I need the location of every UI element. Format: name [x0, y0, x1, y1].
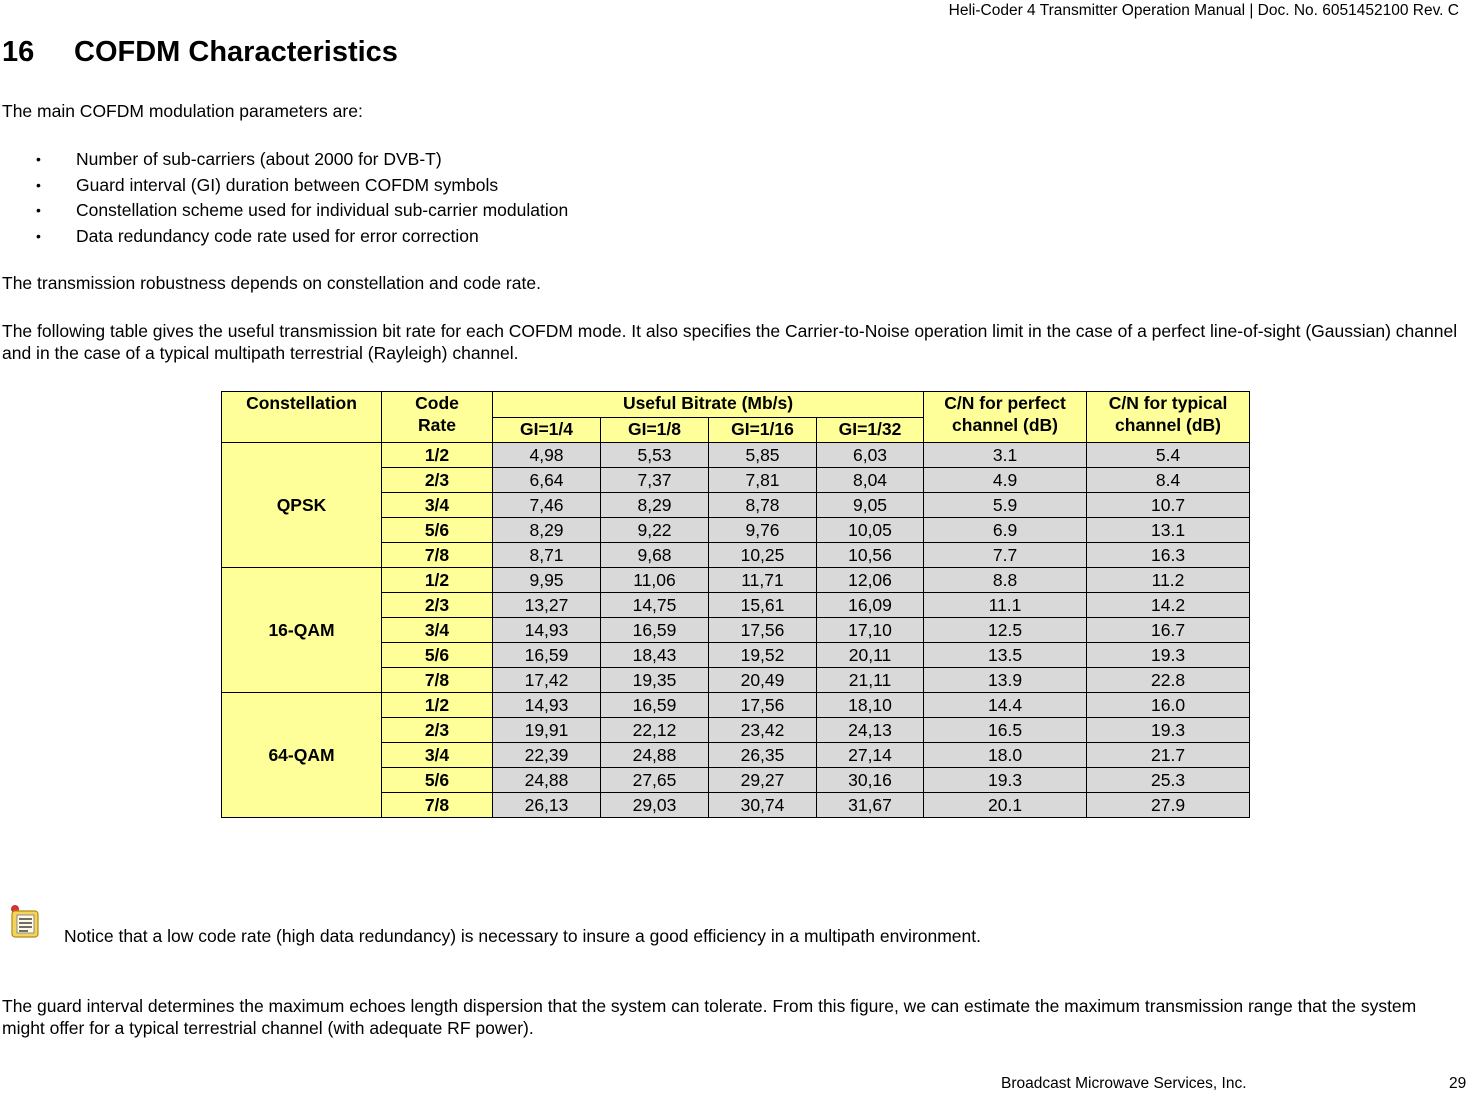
constellation-cell: QPSK: [222, 443, 382, 568]
bitrate-cell: 21,11: [817, 668, 924, 693]
bitrate-cell: 19,52: [709, 643, 817, 668]
bitrate-cell: 20,49: [709, 668, 817, 693]
bitrate-cell: 8,29: [601, 493, 709, 518]
bitrate-cell: 17,42: [493, 668, 601, 693]
code-rate-cell: 5/6: [382, 518, 493, 543]
bitrate-cell: 11,71: [709, 568, 817, 593]
header-cn-perfect: C/N for perfect channel (dB): [924, 392, 1087, 443]
cn-perfect-cell: 13.5: [924, 643, 1087, 668]
bitrate-cell: 14,93: [493, 618, 601, 643]
bitrate-cell: 16,59: [493, 643, 601, 668]
bitrate-cell: 6,03: [817, 443, 924, 468]
bitrate-cell: 17,56: [709, 693, 817, 718]
constellation-cell: 64-QAM: [222, 693, 382, 818]
cn-typical-cell: 8.4: [1087, 468, 1250, 493]
cn-typical-cell: 19.3: [1087, 718, 1250, 743]
bitrate-cell: 18,43: [601, 643, 709, 668]
bitrate-cell: 10,56: [817, 543, 924, 568]
bitrate-cell: 19,35: [601, 668, 709, 693]
bitrate-cell: 16,59: [601, 618, 709, 643]
page-number: 29: [1449, 1075, 1467, 1092]
bitrate-cell: 7,81: [709, 468, 817, 493]
cn-typical-cell: 14.2: [1087, 593, 1250, 618]
header-gi: GI=1/32: [817, 418, 924, 443]
bitrate-cell: 5,85: [709, 443, 817, 468]
bitrate-cell: 9,05: [817, 493, 924, 518]
cn-perfect-cell: 3.1: [924, 443, 1087, 468]
bitrate-cell: 26,13: [493, 793, 601, 818]
code-rate-cell: 5/6: [382, 768, 493, 793]
cn-perfect-cell: 4.9: [924, 468, 1087, 493]
section-title: COFDM Characteristics: [74, 36, 398, 68]
code-rate-cell: 5/6: [382, 643, 493, 668]
list-item: • Guard interval (GI) duration between COFDM symbols: [0, 173, 568, 199]
code-rate-cell: 2/3: [382, 468, 493, 493]
bitrate-cell: 9,95: [493, 568, 601, 593]
bitrate-cell: 29,03: [601, 793, 709, 818]
bitrate-cell: 27,65: [601, 768, 709, 793]
guard-interval-paragraph: The guard interval determines the maximum echoes length dispersion that the system can tolerate. From this figure, we can estimate the maximum transmission range that the system might offer for a typical terrestrial channel (with adequate RF power).: [2, 996, 1417, 1038]
code-rate-cell: 1/2: [382, 568, 493, 593]
code-rate-cell: 3/4: [382, 493, 493, 518]
header-useful-bitrate: Useful Bitrate (Mb/s): [493, 392, 924, 418]
bitrate-cell: 5,53: [601, 443, 709, 468]
cn-typical-cell: 22.8: [1087, 668, 1250, 693]
bitrate-cell: 24,88: [493, 768, 601, 793]
code-rate-cell: 3/4: [382, 618, 493, 643]
cn-typical-cell: 5.4: [1087, 443, 1250, 468]
cn-perfect-cell: 13.9: [924, 668, 1087, 693]
footer-company: Broadcast Microwave Services, Inc.: [1001, 1075, 1247, 1092]
code-rate-cell: 3/4: [382, 743, 493, 768]
bitrate-cell: 15,61: [709, 593, 817, 618]
cn-typical-cell: 25.3: [1087, 768, 1250, 793]
code-rate-cell: 2/3: [382, 593, 493, 618]
bullet-icon: •: [36, 176, 41, 193]
bitrate-cell: 8,04: [817, 468, 924, 493]
cn-perfect-cell: 8.8: [924, 568, 1087, 593]
bullet-icon: •: [36, 202, 41, 218]
header-cn-typical: C/N for typical channel (dB): [1087, 392, 1250, 443]
notice-text: Notice that a low code rate (high data redundancy) is necessary to insure a good efficiency in a multipath environment.: [64, 926, 981, 946]
bitrate-cell: 17,56: [709, 618, 817, 643]
code-rate-cell: 1/2: [382, 443, 493, 468]
bitrate-cell: 17,10: [817, 618, 924, 643]
bitrate-cell: 10,05: [817, 518, 924, 543]
cn-perfect-cell: 18.0: [924, 743, 1087, 768]
bitrate-cell: 24,88: [601, 743, 709, 768]
cn-typical-cell: 16.0: [1087, 693, 1250, 718]
bullet-icon: •: [36, 227, 41, 244]
header-code-rate: Code Rate: [382, 392, 493, 443]
cn-typical-cell: 11.2: [1087, 568, 1250, 593]
notepad-icon: [8, 903, 42, 939]
header-gi: GI=1/16: [709, 418, 817, 443]
bitrate-cell: 11,06: [601, 568, 709, 593]
cn-typical-cell: 19.3: [1087, 643, 1250, 668]
cn-perfect-cell: 12.5: [924, 618, 1087, 643]
bitrate-cell: 29,27: [709, 768, 817, 793]
bitrate-cell: 13,27: [493, 593, 601, 618]
cn-typical-cell: 10.7: [1087, 493, 1250, 518]
bitrate-cell: 19,91: [493, 718, 601, 743]
list-item: • Data redundancy code rate used for error correction: [0, 224, 568, 250]
cn-perfect-cell: 20.1: [924, 793, 1087, 818]
header-gi: GI=1/4: [493, 418, 601, 443]
bitrate-cell: 9,22: [601, 518, 709, 543]
bitrate-cell: 30,16: [817, 768, 924, 793]
bitrate-cell: 7,37: [601, 468, 709, 493]
bitrate-cell: 24,13: [817, 718, 924, 743]
code-rate-cell: 2/3: [382, 718, 493, 743]
bitrate-cell: 8,71: [493, 543, 601, 568]
bitrate-cell: 7,46: [493, 493, 601, 518]
cn-typical-cell: 16.3: [1087, 543, 1250, 568]
code-rate-cell: 7/8: [382, 793, 493, 818]
bitrate-cell: 26,35: [709, 743, 817, 768]
section-number: 16: [2, 36, 35, 68]
cofdm-table: [221, 391, 1250, 818]
table-body: [222, 443, 1250, 818]
bitrate-cell: 4,98: [493, 443, 601, 468]
bitrate-cell: 8,29: [493, 518, 601, 543]
cn-perfect-cell: 14.4: [924, 693, 1087, 718]
table-row: [222, 443, 1250, 468]
code-rate-cell: 1/2: [382, 693, 493, 718]
cn-perfect-cell: 6.9: [924, 518, 1087, 543]
bitrate-cell: 31,67: [817, 793, 924, 818]
bitrate-cell: 10,25: [709, 543, 817, 568]
bitrate-cell: 14,93: [493, 693, 601, 718]
parameter-list: [0, 147, 568, 249]
list-item: • Number of sub-carriers (about 2000 for DVB-T): [0, 147, 568, 173]
list-item: • Constellation scheme used for individual sub-carrier modulation: [0, 198, 568, 224]
bitrate-cell: 6,64: [493, 468, 601, 493]
header-constellation: Constellation: [222, 392, 382, 443]
constellation-cell: 16-QAM: [222, 568, 382, 693]
robustness-paragraph: The transmission robustness depends on constellation and code rate.: [2, 273, 541, 293]
cn-perfect-cell: 11.1: [924, 593, 1087, 618]
code-rate-cell: 7/8: [382, 543, 493, 568]
bitrate-cell: 27,14: [817, 743, 924, 768]
bitrate-cell: 14,75: [601, 593, 709, 618]
table-row: [222, 693, 1250, 718]
bitrate-cell: 22,12: [601, 718, 709, 743]
cn-perfect-cell: 16.5: [924, 718, 1087, 743]
bitrate-cell: 9,68: [601, 543, 709, 568]
bitrate-cell: 18,10: [817, 693, 924, 718]
bitrate-cell: 23,42: [709, 718, 817, 743]
bitrate-cell: 8,78: [709, 493, 817, 518]
page-header: Heli-Coder 4 Transmitter Operation Manual | Doc. No. 6051452100 Rev. C: [948, 2, 1459, 19]
cn-perfect-cell: 7.7: [924, 543, 1087, 568]
bitrate-cell: 16,09: [817, 593, 924, 618]
cn-perfect-cell: 19.3: [924, 768, 1087, 793]
cn-typical-cell: 13.1: [1087, 518, 1250, 543]
cn-typical-cell: 27.9: [1087, 793, 1250, 818]
bitrate-cell: 9,76: [709, 518, 817, 543]
bitrate-cell: 22,39: [493, 743, 601, 768]
intro-paragraph: The main COFDM modulation parameters are:: [2, 101, 363, 121]
cn-typical-cell: 16.7: [1087, 618, 1250, 643]
bullet-icon: •: [36, 151, 41, 167]
code-rate-cell: 7/8: [382, 668, 493, 693]
bitrate-cell: 30,74: [709, 793, 817, 818]
cn-perfect-cell: 5.9: [924, 493, 1087, 518]
bitrate-cell: 20,11: [817, 643, 924, 668]
section-heading: [2, 36, 398, 69]
bitrate-cell: 16,59: [601, 693, 709, 718]
cn-typical-cell: 21.7: [1087, 743, 1250, 768]
table-intro-paragraph: The following table gives the useful transmission bit rate for each COFDM mode. It also specifies the Carrier-to-Noise operation limit in the case of a perfect line-of-sight (Gaussian) channel and in the case of a typical multipath terrestrial (Rayleigh) channel.: [2, 321, 1458, 363]
header-gi: GI=1/8: [601, 418, 709, 443]
bitrate-cell: 12,06: [817, 568, 924, 593]
table-row: [222, 568, 1250, 593]
